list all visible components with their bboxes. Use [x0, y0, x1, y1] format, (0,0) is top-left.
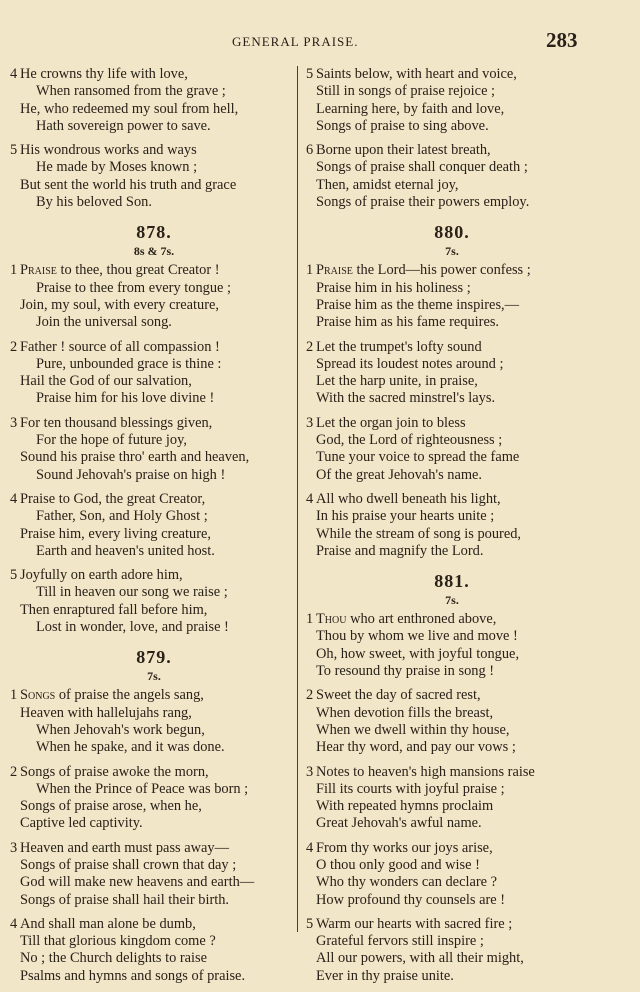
- verse-line: Spread its loudest notes around ;: [316, 355, 504, 372]
- verse-line: Of the great Jehovah's name.: [316, 466, 483, 483]
- stanza: [8, 687, 300, 756]
- verse-line: Tune your voice to spread the fame: [316, 449, 520, 466]
- verse-line: How profound thy counsels are !: [316, 891, 506, 908]
- verse-line: With the sacred minstrel's lays.: [316, 390, 496, 407]
- verse-line: [8, 262, 300, 279]
- verse-line: Praise to thee from every tongue ;: [36, 279, 232, 296]
- stanza-number: 5: [306, 915, 314, 932]
- verse-line: For ten thousand blessings given,: [20, 414, 213, 431]
- verse-line: From thy works our joys arise,: [316, 839, 493, 856]
- stanza: [8, 764, 300, 833]
- verse-line: Songs of praise shall crown that day ;: [20, 856, 237, 873]
- stanza: [304, 66, 600, 135]
- first-line-rest: of praise the angels sang,: [55, 687, 204, 704]
- verse-line: Songs of praise shall conquer death ;: [316, 159, 528, 176]
- verse-line: Thou by whom we live and move !: [316, 628, 518, 645]
- stanza-number: 2: [10, 763, 18, 780]
- stanza: [304, 611, 600, 680]
- verse-line: Hail the God of our salvation,: [20, 373, 192, 390]
- verse-line: Father ! source of all compassion !: [20, 338, 220, 355]
- verse-line: Praise him as his fame requires.: [316, 314, 500, 331]
- hymn-number: 878.: [136, 222, 172, 243]
- first-line-rest: the Lord—his power confess ;: [352, 262, 531, 279]
- verse-line: Hath sovereign power to save.: [36, 117, 211, 134]
- stanza: [304, 491, 600, 560]
- first-word: Praise: [316, 262, 353, 279]
- stanza: [8, 567, 300, 636]
- verse-line: Ever in thy praise unite.: [316, 967, 454, 984]
- verse-line: And shall man alone be dumb,: [20, 915, 196, 932]
- stanza: [8, 262, 300, 331]
- verse-line: Songs of praise to sing above.: [316, 117, 489, 134]
- verse-line: Praise him for his love divine !: [36, 390, 215, 407]
- hymn-number: 879.: [136, 647, 172, 668]
- verse-line: When devotion fills the breast,: [316, 704, 494, 721]
- hymn-meter: 7s.: [445, 244, 459, 259]
- stanza: [304, 916, 600, 985]
- stanza: [304, 415, 600, 484]
- verse-line: Lost in wonder, love, and praise !: [36, 619, 229, 636]
- first-line-rest: who art enthroned above,: [346, 611, 497, 628]
- verse-line: Let the harp unite, in praise,: [316, 373, 478, 390]
- stanza-number: 3: [10, 414, 18, 431]
- verse-line: Songs of praise their powers employ.: [316, 194, 530, 211]
- verse-line: Captive led captivity.: [20, 815, 143, 832]
- verse-line: Hear thy word, and pay our vows ;: [316, 739, 516, 756]
- verse-line: Saints below, with heart and voice,: [316, 66, 517, 82]
- verse-line: Songs of praise shall hail their birth.: [20, 891, 230, 908]
- stanza: [8, 840, 300, 909]
- verse-line: When ransomed from the grave ;: [36, 83, 226, 100]
- verse-line: Let the organ join to bless: [316, 414, 466, 431]
- verse-line: Praise him as the theme inspires,—: [316, 296, 520, 313]
- verse-line: Sound Jehovah's praise on high !: [36, 466, 226, 483]
- page-number: 283: [546, 28, 578, 52]
- first-word: Songs: [20, 687, 56, 704]
- verse-line: Praise him, every living creature,: [20, 525, 212, 542]
- verse-line: Grateful fervors still inspire ;: [316, 933, 484, 950]
- stanza-number: 4: [10, 490, 18, 507]
- stanza-number: 2: [10, 338, 18, 355]
- verse-line: All our powers, with all their might,: [316, 950, 524, 967]
- hymn-meter: 7s.: [445, 593, 459, 608]
- stanza-number: 4: [306, 839, 314, 856]
- verse-line: Praise and magnify the Lord.: [316, 542, 484, 559]
- verse-line: But sent the world his truth and grace: [20, 176, 237, 193]
- stanza: [8, 142, 300, 211]
- verse-line: Joyfully on earth adore him,: [20, 567, 183, 584]
- stanza-number: 2: [306, 338, 314, 355]
- verse-line: When we dwell within thy house,: [316, 721, 510, 738]
- verse-line: Sweet the day of sacred rest,: [316, 687, 481, 704]
- verse-line: Praise to God, the great Creator,: [20, 490, 206, 507]
- verse-line: He crowns thy life with love,: [20, 66, 188, 82]
- verse-line: O thou only good and wise !: [316, 856, 480, 873]
- verse-line: Father, Son, and Holy Ghost ;: [36, 508, 208, 525]
- stanza-number: 4: [10, 66, 18, 82]
- verse-line: When he spake, and it was done.: [36, 739, 225, 756]
- verse-line: Pure, unbounded grace is thine :: [36, 355, 222, 372]
- stanza-number: 3: [10, 839, 18, 856]
- verse-line: With repeated hymns proclaim: [316, 798, 494, 815]
- stanza-number: 1: [10, 262, 18, 279]
- verse-line: While the stream of song is poured,: [316, 525, 522, 542]
- verse-line: In his praise your hearts unite ;: [316, 508, 495, 525]
- hymn-meter: 8s & 7s.: [133, 244, 175, 259]
- verse-line: Heaven and earth must pass away—: [20, 839, 229, 856]
- verse-line: No ; the Church delights to raise: [20, 950, 208, 967]
- verse-line: His wondrous works and ways: [20, 142, 197, 159]
- stanza: [304, 764, 600, 833]
- verse-line: For the hope of future joy,: [36, 432, 187, 449]
- left-column: [8, 66, 300, 992]
- stanza-number: 4: [306, 490, 314, 507]
- verse-line: Psalms and hymns and songs of praise.: [20, 967, 246, 984]
- verse-line: Warm our hearts with sacred fire ;: [316, 915, 513, 932]
- verse-line: By his beloved Son.: [36, 194, 152, 211]
- stanza-number: 2: [306, 687, 314, 704]
- stanza-number: 3: [306, 414, 314, 431]
- verse-line: He, who redeemed my soul from hell,: [20, 100, 239, 117]
- stanza: [8, 339, 300, 408]
- verse-line: Earth and heaven's united host.: [36, 542, 215, 559]
- verse-line: [8, 687, 300, 704]
- verse-line: Still in songs of praise rejoice ;: [316, 83, 496, 100]
- stanza: [8, 415, 300, 484]
- verse-line: He made by Moses known ;: [36, 159, 198, 176]
- verse-line: Till that glorious kingdom come ?: [20, 933, 216, 950]
- verse-line: Then, amidst eternal joy,: [316, 176, 459, 193]
- verse-line: Then enraptured fall before him,: [20, 601, 208, 618]
- verse-line: All who dwell beneath his light,: [316, 490, 501, 507]
- verse-line: [304, 262, 600, 279]
- verse-line: Heaven with hallelujahs rang,: [20, 704, 192, 721]
- verse-line: Great Jehovah's awful name.: [316, 815, 482, 832]
- hymn-number: 880.: [434, 222, 470, 243]
- stanza: [304, 339, 600, 408]
- stanza-number: 5: [10, 142, 18, 159]
- stanza: [304, 840, 600, 909]
- verse-line: To resound thy praise in song !: [316, 663, 495, 680]
- first-line-rest: to thee, thou great Creator !: [56, 262, 220, 279]
- stanza-number: 1: [306, 262, 314, 279]
- running-head: GENERAL PRAISE.: [232, 34, 359, 49]
- hymn-number: 881.: [434, 571, 470, 592]
- hymn-meter: 7s.: [147, 669, 161, 684]
- right-column: [304, 66, 600, 992]
- verse-line: God, the Lord of righteousness ;: [316, 432, 503, 449]
- verse-line: Join, my soul, with every creature,: [20, 296, 220, 313]
- first-word: Thou: [316, 611, 347, 628]
- stanza: [304, 262, 600, 331]
- stanza-number: 3: [306, 763, 314, 780]
- stanza: [8, 491, 300, 560]
- stanza-number: 1: [306, 611, 314, 628]
- verse-line: Till in heaven our song we raise ;: [36, 584, 228, 601]
- stanza: [8, 66, 300, 135]
- verse-line: Notes to heaven's high mansions raise: [316, 763, 535, 780]
- verse-line: Songs of praise awoke the morn,: [20, 763, 209, 780]
- stanza-number: 5: [10, 567, 18, 584]
- stanza-number: 6: [306, 142, 314, 159]
- verse-line: Sound his praise thro' earth and heaven,: [20, 449, 250, 466]
- stanza: [304, 687, 600, 756]
- verse-line: [304, 611, 600, 628]
- verse-line: God will make new heavens and earth—: [20, 874, 255, 891]
- stanza-number: 5: [306, 66, 314, 82]
- verse-line: Who thy wonders can declare ?: [316, 874, 498, 891]
- verse-line: Join the universal song.: [36, 314, 172, 331]
- verse-line: Praise him in his holiness ;: [316, 279, 471, 296]
- verse-line: Let the trumpet's lofty sound: [316, 338, 482, 355]
- first-word: Praise: [20, 262, 57, 279]
- stanza-number: 4: [10, 915, 18, 932]
- stanza: [304, 142, 600, 211]
- stanza-number: 1: [10, 687, 18, 704]
- stanza: [8, 916, 300, 985]
- verse-line: When the Prince of Peace was born ;: [36, 780, 249, 797]
- verse-line: Fill its courts with joyful praise ;: [316, 780, 505, 797]
- verse-line: Borne upon their latest breath,: [316, 142, 491, 159]
- verse-line: Songs of praise arose, when he,: [20, 798, 202, 815]
- verse-line: When Jehovah's work begun,: [36, 721, 205, 738]
- verse-line: Oh, how sweet, with joyful tongue,: [316, 645, 520, 662]
- verse-line: Learning here, by faith and love,: [316, 100, 505, 117]
